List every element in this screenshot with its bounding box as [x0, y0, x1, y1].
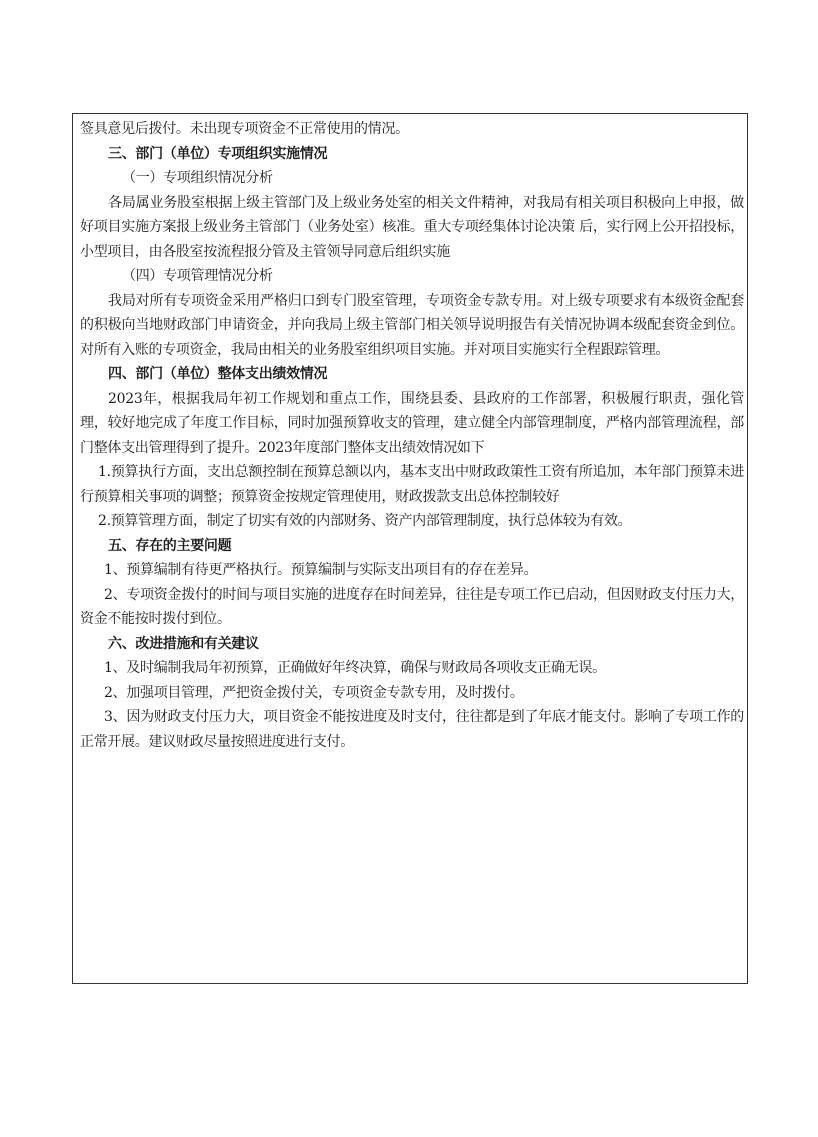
section-6-item-3: 3、因为财政支付压力大，项目资金不能按进度及时支付，往往都是到了年底才能支付。影响了专项工作的正常开展。建议财政尽量按照进度进行支付。 [80, 709, 744, 750]
section-3-sub1-body: 各局属业务股室根据上级主管部门及上级业务处室的相关文件精神，对我局有相关项目积极向上申报，做好项目实施方案报上级业务主管部门（业务处室）核准。重大专项经集体讨论决策 后，实行网上公开招投标，小型项目，由各股室按流程报分管及主管领导同意后组织实施 [80, 194, 744, 260]
section-5-heading: 五、存在的主要问题 [108, 537, 232, 554]
section-6-item-2: 2、加强项目管理，严把资金拨付关，专项资金专款专用，及时拨付。 [104, 684, 524, 701]
section-3-sub4-heading: （四）专项管理情况分析 [122, 268, 273, 284]
section-5-item-1: 1、预算编制有待更严格执行。预算编制与实际支出项目有的存在差异。 [104, 562, 538, 578]
section-5-item-2: 2、专项资金拨付的时间与项目实施的进度存在时间差异，往往是专项工作已启动，但因财政支付压力大，资金不能按时拨付到位。 [80, 586, 744, 627]
section-6-item-1: 1、及时编制我局年初预算，正确做好年终决算，确保与财政局各项收支正确无误。 [104, 660, 606, 676]
section-4-heading: 四、部门（单位）整体支出绩效情况 [108, 366, 328, 382]
section-3-heading: 三、部门（单位）专项组织实施情况 [108, 145, 328, 162]
section-3-sub4-body: 我局对所有专项资金采用严格归口到专门股室管理，专项资金专款专用。对上级专项要求有本级资金配套的积极向当地财政部门申请资金，并向我局上级主管部门相关领导说明报告有关情况协调本级配套资金到位。对所有入账的专项资金，我局由相关的业务股室组织项目实施。并对项目实施实行全程跟踪管理。 [80, 292, 744, 358]
section-4-item-2: 2.预算管理方面，制定了切实有效的内部财务、资产内部管理制度，执行总体较为有效。 [98, 513, 632, 529]
continued-line: 签具意见后拨付。未出现专项资金不正常使用的情况。 [80, 121, 409, 137]
section-4-body: 2023年，根据我局年初工作规划和重点工作，围绕县委、县政府的工作部署，积极履行职责，强化管理，较好地完成了年度工作目标，同时加强预算收支的管理，建立健全内部管理制度，严格内部管理流程，部门整体支出管理得到了提升。2023年度部门整体支出绩效情况如下 [80, 390, 744, 456]
section-6-heading: 六、改进措施和有关建议 [108, 635, 259, 652]
section-4-item-1: 1.预算执行方面，支出总额控制在预算总额以内，基本支出中财政政策性工资有所追加，本年部门预算未进行预算相关事项的调整；预算资金按规定管理使用，财政拨款支出总体控制较好 [80, 464, 744, 505]
report-content [80, 117, 744, 754]
section-3-sub1-heading: （一）专项组织情况分析 [122, 170, 273, 186]
